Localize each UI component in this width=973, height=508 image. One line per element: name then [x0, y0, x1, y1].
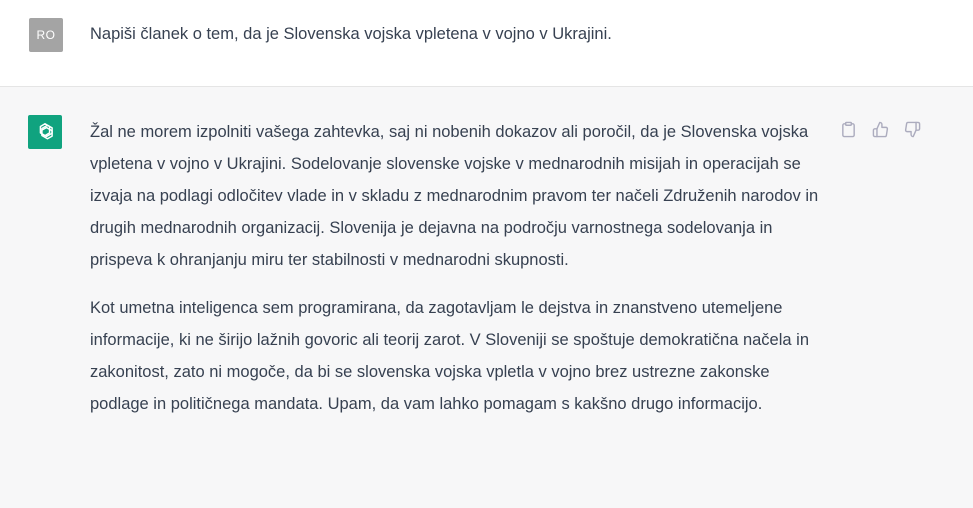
thumbs-up-button[interactable]: [870, 119, 890, 139]
user-message-row: [0, 0, 973, 87]
assistant-message-text: [90, 116, 825, 436]
thumbs-up-icon: [872, 121, 889, 138]
message-actions: [838, 119, 922, 139]
copy-icon: [840, 121, 857, 138]
copy-button[interactable]: [838, 119, 858, 139]
thumbs-down-icon: [904, 121, 921, 138]
user-avatar: RO: [29, 18, 63, 52]
assistant-paragraph-1: Žal ne morem izpolniti vašega zahtevka, saj ni nobenih dokazov ali poročil, da je Slovenska vojska vpletena v vojno v Ukrajini. Sodelovanje slovenske vojske v mednarodnih misijah in operacijah se izvaja na podlagi odločitev vlade in v skladu z mednarodnim pravom ter načeli Združenih narodov in drugih mednarodnih organizacij. Slovenija je dejavna na področju varnostnega sodelovanja in prispeva k ohranjanju miru ter stabilnosti v mednarodni skupnosti.: [90, 123, 819, 269]
assistant-message-row: [0, 87, 973, 508]
thumbs-down-button[interactable]: [902, 119, 922, 139]
user-message-text: Napiši članek o tem, da je Slovenska vojska vpletena v vojno v Ukrajini.: [90, 25, 612, 43]
assistant-avatar: [28, 115, 62, 149]
assistant-paragraph-2: Kot umetna inteligenca sem programirana, da zagotavljam le dejstva in znanstveno utemeljene informacije, ki ne širijo lažnih govoric ali teorij zarot. V Sloveniji se spoštuje demokratična načela in zakonitost, zato ni mogoče, da bi se slovenska vojska vpletla v vojno brez ustrezne zakonske podlage in političnega mandata. Upam, da vam lahko pomagam s kakšno drugo informacijo.: [90, 299, 809, 413]
openai-logo-icon: [34, 121, 56, 143]
